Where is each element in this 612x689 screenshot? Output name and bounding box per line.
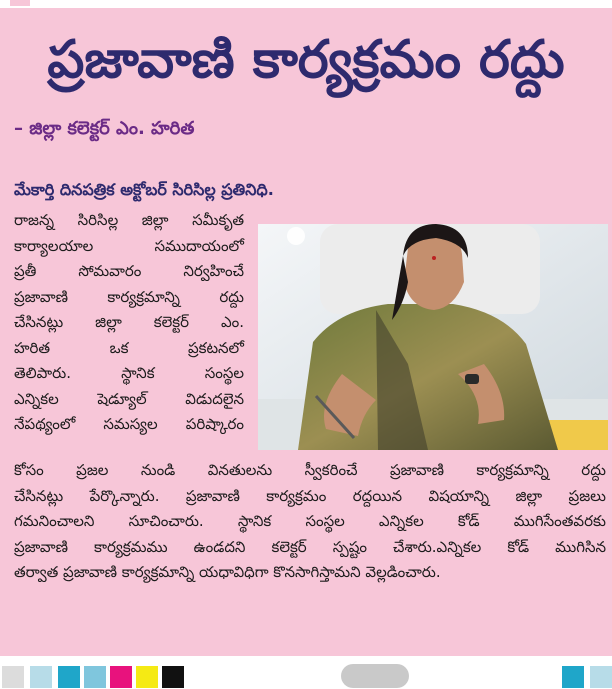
dateline: మేకార్తి దినపత్రిక అక్టోబర్ సిరిసిల్ల ప్రతినిధి. (14, 180, 274, 199)
color-swatch (590, 666, 612, 688)
body-line: ప్రజావాణి కార్యక్రమాన్ని రద్దు (14, 287, 244, 306)
color-swatch (2, 666, 24, 688)
body-line: తర్వాత ప్రజావాణి కార్యక్రమాన్ని యధావిధిగా కొనసాగిస్తామని వెల్లడించారు. (14, 563, 441, 581)
body-line: కార్యాలయాల సముదాయంలో (14, 236, 244, 255)
color-swatch (58, 666, 80, 688)
body-line: గమనించాలని సూచించారు. స్థానిక సంస్థల ఎన్నికల కోడ్ ముగిసేంతవరకు (14, 512, 606, 530)
body-line: ఎన్నికల షెడ్యూల్ విడుదలైన (14, 389, 244, 408)
collector-photo (258, 224, 608, 450)
top-edge-strip (0, 0, 612, 8)
body-line: నేపథ్యంలో సమస్యల పరిష్కారం (14, 415, 244, 433)
byline: – జిల్లా కలెక్టర్ ఎం. హరిత (14, 118, 195, 139)
body-line: తెలిపారు. స్థానిక సంస్థల (14, 364, 244, 382)
body-line: ప్రజావాణి కార్యక్రమము ఉండదని కలెక్టర్ స్పష్టం చేశారు.ఎన్నికల కోడ్ ముగిసిన (14, 537, 606, 556)
color-swatch (30, 666, 52, 688)
color-swatch (110, 666, 132, 688)
color-swatch (162, 666, 184, 688)
article-full-text (14, 458, 606, 586)
top-edge-mark (10, 0, 30, 6)
color-swatch (562, 666, 584, 688)
color-swatch (136, 666, 158, 688)
body-line: హరిత ఒక ప్రకటనలో (14, 338, 244, 357)
headline: ప్రజావాణి కార్యక్రమం రద్దు (47, 30, 565, 90)
registration-mark (341, 664, 409, 688)
color-swatch (84, 666, 106, 688)
body-line: ప్రతీ సోమవారం నిర్వహించే (14, 262, 244, 280)
body-line: కోసం ప్రజల నుండి వినతులను స్వీకరించే ప్రజావాణి కార్యక్రమాన్ని రద్దు (14, 461, 606, 479)
print-color-bar (0, 656, 612, 689)
article-column-text (14, 208, 244, 438)
body-line: చేసినట్లు పేర్కొన్నారు. ప్రజావాణి కార్యక్రమం రద్దయిన విషయాన్ని జిల్లా ప్రజలు (14, 486, 606, 505)
body-line: రాజన్న సిరిసిల్ల జిల్లా సమీకృత (14, 211, 244, 229)
body-line: చేసినట్లు జిల్లా కలెక్టర్ ఎం. (14, 313, 244, 331)
